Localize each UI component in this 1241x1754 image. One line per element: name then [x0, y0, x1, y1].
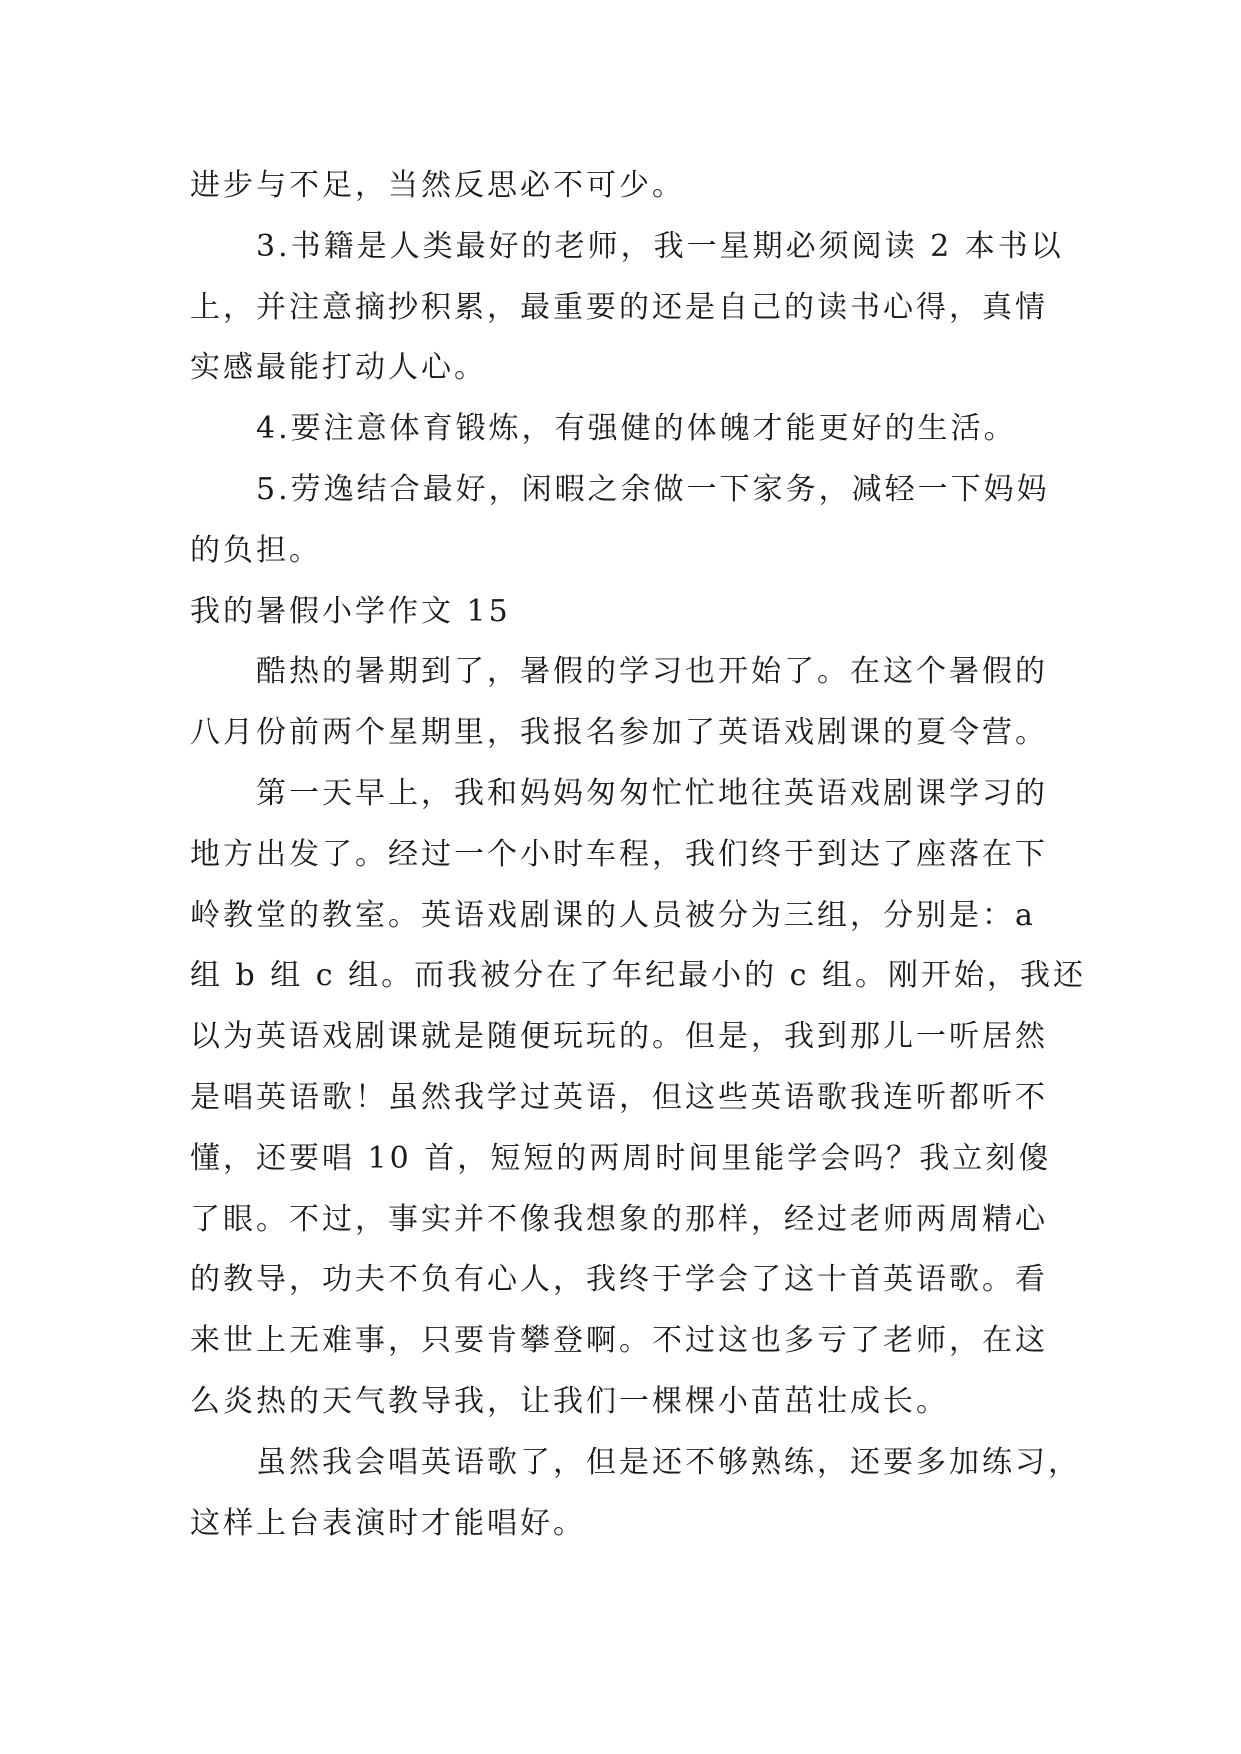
text-line: 虽然我会唱英语歌了，但是还不够熟练，还要多加练习， [256, 1444, 1081, 1480]
text-line: 实感最能打动人心。 [190, 350, 487, 386]
text-line: 第一天早上，我和妈妈匆匆忙忙地往英语戏剧课学习的 [256, 775, 1048, 811]
text-line: 么炎热的天气教导我，让我们一棵棵小苗茁壮成长。 [190, 1383, 949, 1419]
text-line: 4.要注意体育锻炼，有强健的体魄才能更好的生活。 [256, 411, 1017, 447]
text-line: 是唱英语歌！虽然我学过英语，但这些英语歌我连听都听不 [190, 1079, 1048, 1115]
text-line: 八月份前两个星期里，我报名参加了英语戏剧课的夏令营。 [190, 715, 1048, 751]
text-line: 岭教堂的教室。英语戏剧课的人员被分为三组，分别是：a [190, 897, 1036, 933]
text-line: 进步与不足，当然反思必不可少。 [190, 168, 685, 203]
document-body [190, 156, 1087, 1554]
text-line: 酷热的暑期到了，暑假的学习也开始了。在这个暑假的 [256, 654, 1048, 690]
text-line: 的教导，功夫不负有心人，我终于学会了这十首英语歌。看 [190, 1262, 1048, 1298]
text-line: 的负担。 [190, 532, 322, 568]
text-line: 了眼。不过，事实并不像我想象的那样，经过老师两周精心 [190, 1201, 1048, 1237]
text-line: 地方出发了。经过一个小时车程，我们终于到达了座落在下 [190, 836, 1048, 872]
text-line: 组 b 组 c 组。而我被分在了年纪最小的 c 组。刚开始，我还 [190, 958, 1087, 994]
text-line: 来世上无难事，只要肯攀登啊。不过这也多亏了老师，在这 [190, 1323, 1048, 1359]
section-heading: 我的暑假小学作文 15 [190, 593, 511, 629]
text-line: 5.劳逸结合最好，闲暇之余做一下家务，减轻一下妈妈 [256, 471, 1050, 507]
text-line: 3.书籍是人类最好的老师，我一星期必须阅读 2 本书以 [256, 228, 1064, 264]
text-line: 懂，还要唱 10 首，短短的两周时间里能学会吗？我立刻傻 [190, 1140, 1052, 1176]
text-line: 以为英语戏剧课就是随便玩玩的。但是，我到那儿一听居然 [190, 1019, 1048, 1055]
text-line: 这样上台表演时才能唱好。 [190, 1505, 586, 1541]
text-line: 上，并注意摘抄积累，最重要的还是自己的读书心得，真情 [190, 289, 1048, 325]
